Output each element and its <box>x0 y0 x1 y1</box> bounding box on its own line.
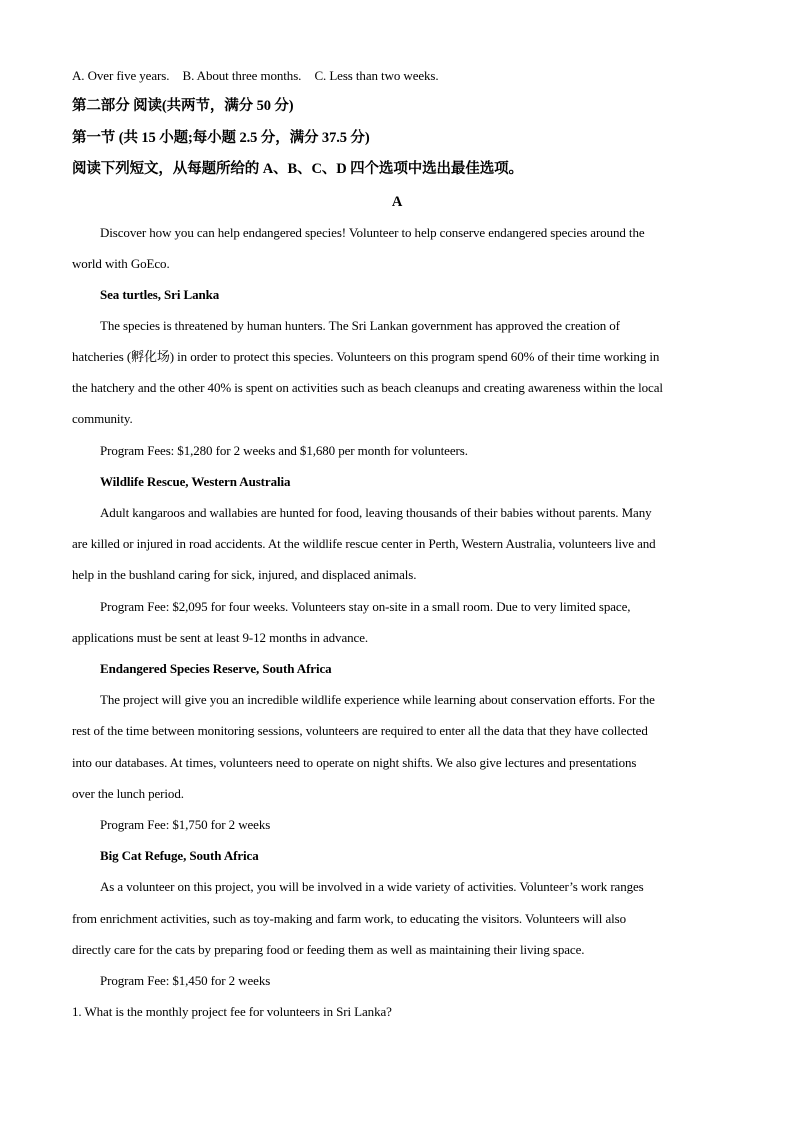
program-title: Wildlife Rescue, Western Australia <box>100 474 291 489</box>
program-text-line: the hatchery and the other 40% is spent on activities such as beach cleanups and creating awareness within the local <box>72 380 663 395</box>
program-fee: Program Fee: $1,750 for 2 weeks <box>100 817 271 832</box>
program-text-line: help in the bushland caring for sick, injured, and displaced animals. <box>72 567 417 582</box>
program-text-line: Adult kangaroos and wallabies are hunted for food, leaving thousands of their babies without parents. Many <box>100 505 652 520</box>
program-text-line: from enrichment activities, such as toy-making and farm work, to educating the visitors. Volunteers will also <box>72 911 626 926</box>
program-text-line: over the lunch period. <box>72 786 184 801</box>
program-fee: Program Fees: $1,280 for 2 weeks and $1,680 per month for volunteers. <box>100 443 468 458</box>
program-fee: Program Fee: $2,095 for four weeks. Volunteers stay on-site in a small room. Due to very limited space, <box>100 599 631 614</box>
program-text-line: hatcheries (孵化场) in order to protect this species. Volunteers on this program spend 60% of their time working in <box>72 349 660 364</box>
program-text-line: are killed or injured in road accidents. At the wildlife rescue center in Perth, Western Australia, volunteers live and <box>72 536 656 551</box>
program-text-line: rest of the time between monitoring sessions, volunteers are required to enter all the data that they have collected <box>72 723 648 738</box>
question-1: 1. What is the monthly project fee for volunteers in Sri Lanka? <box>72 1004 392 1019</box>
program-fee: applications must be sent at least 9-12 months in advance. <box>72 630 369 645</box>
intro-line: Discover how you can help endangered species! Volunteer to help conserve endangered species around the <box>100 225 645 240</box>
intro-line: world with GoEco. <box>72 256 170 271</box>
prev-question-options <box>72 68 439 84</box>
instruction: 阅读下列短文，从每题所给的 A、B、C、D 四个选项中选出最佳选项。 <box>72 161 523 177</box>
program-text-line: community. <box>72 411 133 426</box>
program-text-line: As a volunteer on this project, you will be involved in a wide variety of activities. Volunteer’s work ranges <box>100 879 644 894</box>
program-title: Sea turtles, Sri Lanka <box>100 287 220 302</box>
program-title: Endangered Species Reserve, South Africa <box>100 661 332 676</box>
section-title: 第一节 (共 15 小题;每小题 2.5 分，满分 37.5 分) <box>72 130 370 146</box>
program-text-line: The project will give you an incredible wildlife experience while learning about conservation efforts. For the <box>100 692 655 707</box>
program-text-line: into our databases. At times, volunteers need to operate on night shifts. We also give lectures and presentations <box>72 755 637 770</box>
passage-letter: A <box>391 194 403 210</box>
program-text-line: The species is threatened by human hunters. The Sri Lankan government has approved the creation of <box>100 318 620 333</box>
option-c: C. Less than two weeks. <box>314 68 439 83</box>
program-fee: Program Fee: $1,450 for 2 weeks <box>100 973 271 988</box>
option-a: A. Over five years. <box>72 68 170 83</box>
option-b: B. About three months. <box>182 68 302 83</box>
program-text-line: directly care for the cats by preparing food or feeding them as well as maintaining their living space. <box>72 942 585 957</box>
part-title: 第二部分 阅读(共两节，满分 50 分) <box>72 98 294 114</box>
program-title: Big Cat Refuge, South Africa <box>100 848 259 863</box>
